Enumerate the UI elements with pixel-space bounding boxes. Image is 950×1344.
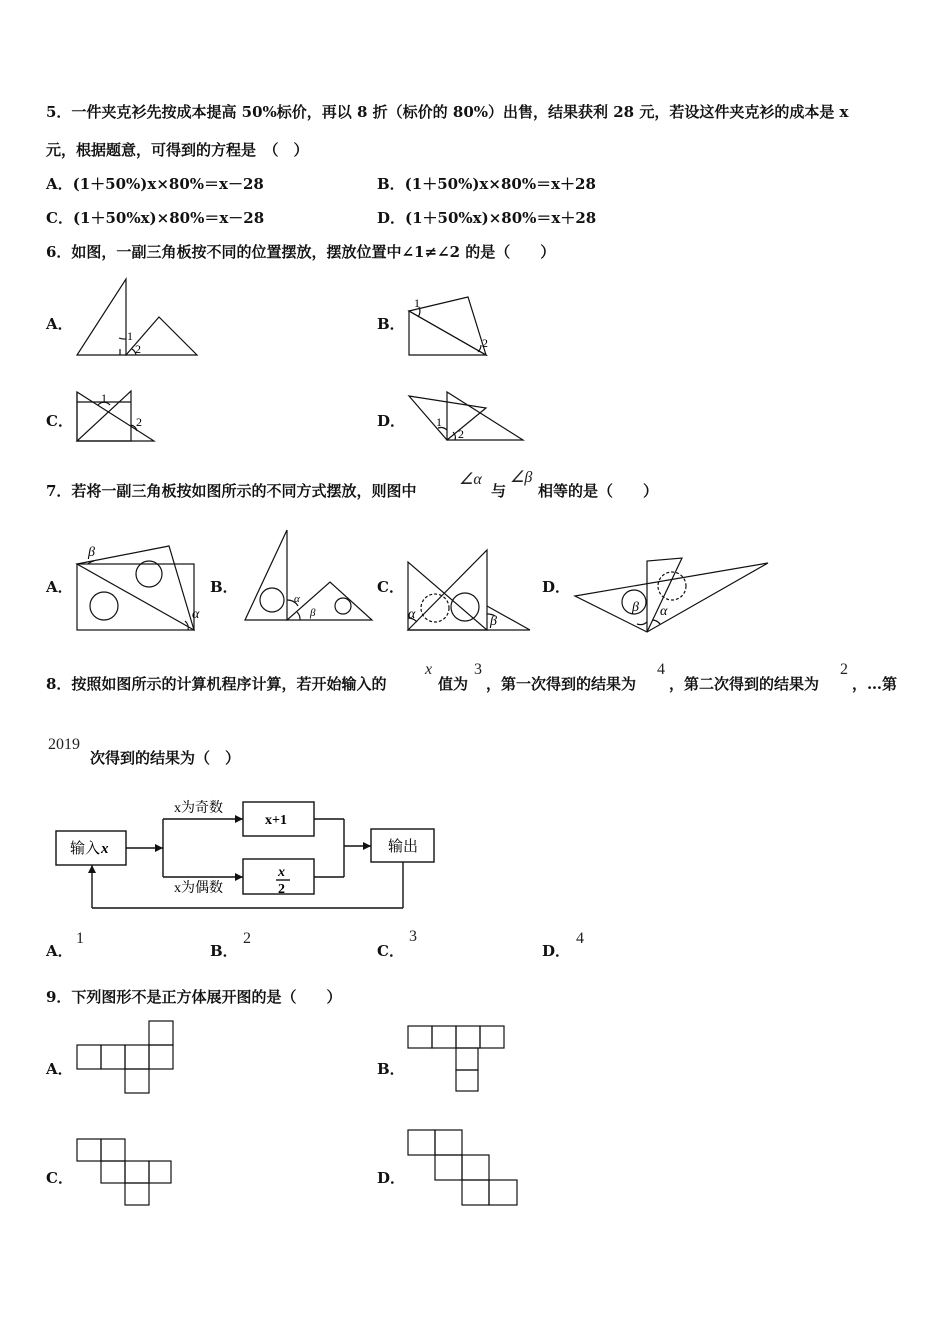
q6-a-angle2-label: 2	[135, 342, 141, 356]
q6-figure-b	[406, 293, 494, 359]
q7-stem-part2: 与	[491, 482, 507, 500]
q7-alpha-angle: ∠α	[459, 471, 482, 488]
q6-option-d-label[interactable]: D．	[377, 412, 406, 430]
q6-figure-c	[74, 387, 156, 445]
q7-b-beta-label: β	[310, 607, 316, 619]
q9-net-c	[76, 1138, 174, 1208]
q6-figure-d	[406, 388, 526, 444]
q8-var-x: x	[425, 661, 433, 678]
q7-option-a-label[interactable]: A．	[46, 578, 73, 596]
q7-option-d-label[interactable]: D．	[542, 578, 571, 596]
q9-option-b-label[interactable]: B．	[377, 1060, 405, 1078]
q7-c-beta-label: β	[490, 614, 497, 629]
q7-figure-a	[74, 542, 204, 634]
q8-option-c-value[interactable]: 3	[409, 928, 417, 945]
q8-option-d-label[interactable]: D．	[542, 942, 571, 960]
q8-flowchart	[52, 796, 442, 914]
q6-option-c-label[interactable]: C．	[46, 412, 73, 430]
q7-stem-part3: 相等的是（ ）	[538, 482, 659, 500]
q9-net-b	[407, 1025, 505, 1093]
q9-net-d	[407, 1129, 521, 1207]
q9-stem: 9．下列图形不是正方体展开图的是（ ）	[46, 988, 342, 1006]
flow-even-condition: x为偶数	[174, 881, 223, 896]
q8-option-a-label[interactable]: A．	[46, 942, 73, 960]
q7-d-beta-label: β	[632, 600, 639, 615]
flow-input-var: x	[101, 841, 109, 857]
q8-stem-part1: 8．按照如图所示的计算机程序计算，若开始输入的	[46, 675, 387, 693]
q8-option-d-value[interactable]: 4	[576, 930, 584, 947]
q8-option-a-value[interactable]: 1	[76, 930, 84, 947]
q6-figure-a	[74, 276, 199, 358]
q8-stem-part4: ，第二次得到的结果为	[669, 675, 820, 693]
q7-figure-d	[572, 556, 772, 636]
q8-stem-part2: 值为	[438, 675, 469, 693]
q7-a-alpha-label: α	[192, 607, 200, 622]
q8-option-b-value[interactable]: 2	[243, 930, 251, 947]
q7-stem-part1: 7．若将一副三角板按如图所示的不同方式摆放，则图中	[46, 482, 417, 500]
q7-figure-b	[242, 528, 374, 624]
q8-option-c-label[interactable]: C．	[377, 942, 404, 960]
q6-d-angle2-label: 2	[458, 427, 464, 441]
q7-a-beta-label: β	[88, 545, 95, 560]
q7-beta-angle: ∠β	[510, 469, 533, 486]
q8-option-b-label[interactable]: B．	[210, 942, 238, 960]
q7-figure-c	[405, 546, 533, 634]
q5-option-a[interactable]: A．(1＋50%)x×80%＝x－28	[46, 175, 264, 193]
q6-option-a-label[interactable]: A．	[46, 315, 73, 333]
q7-c-alpha-label: α	[408, 607, 416, 622]
q5-option-b[interactable]: B．(1＋50%)x×80%＝x＋28	[377, 175, 596, 193]
flow-output-label: 输出	[388, 839, 419, 855]
q7-b-alpha-label: α	[294, 593, 300, 605]
q9-option-a-label[interactable]: A．	[46, 1060, 73, 1078]
q7-option-c-label[interactable]: C．	[377, 578, 404, 596]
q9-option-d-label[interactable]: D．	[377, 1169, 406, 1187]
q6-b-angle1-label: 1	[414, 296, 420, 310]
q7-d-alpha-label: α	[660, 604, 668, 619]
q8-stem-part5: ，…第	[852, 675, 898, 693]
q6-c-angle2-label: 2	[136, 415, 142, 429]
q5-stem-line2: 元，根据题意，可得到的方程是 （ ）	[46, 141, 309, 159]
flow-odd-operation: x+1	[265, 813, 287, 828]
q6-c-angle1-label: 1	[101, 391, 107, 405]
flow-even-numerator: x	[278, 865, 285, 880]
q9-net-a	[76, 1020, 176, 1094]
q8-first-result: 4	[657, 661, 665, 678]
q6-b-angle2-label: 2	[482, 336, 488, 350]
flow-odd-condition: x为奇数	[174, 801, 223, 816]
q5-option-c[interactable]: C．(1＋50%x)×80%＝x－28	[46, 209, 265, 227]
q6-option-b-label[interactable]: B．	[377, 315, 405, 333]
q6-stem: 6．如图，一副三角板按不同的位置摆放，摆放位置中∠1≠∠2 的是（ ）	[46, 243, 556, 261]
flow-input-label: 输入	[70, 841, 101, 857]
q5-option-d[interactable]: D．(1＋50%x)×80%＝x＋28	[377, 209, 597, 227]
q9-option-c-label[interactable]: C．	[46, 1169, 73, 1187]
q8-year: 2019	[48, 736, 80, 753]
q6-d-angle1-label: 1	[436, 415, 442, 429]
q8-stem-part6: 次得到的结果为（ ）	[90, 749, 241, 767]
q7-option-b-label[interactable]: B．	[210, 578, 238, 596]
flow-even-denominator: 2	[278, 882, 285, 897]
q8-input-value: 3	[474, 661, 482, 678]
q5-stem-line1: 5．一件夹克衫先按成本提高 50%标价，再以 8 折（标价的 80%）出售，结果获利 28 元，若设这件夹克衫的成本是 x	[46, 103, 849, 121]
q8-second-result: 2	[840, 661, 848, 678]
q6-a-angle1-label: 1	[127, 329, 133, 343]
q8-stem-part3: ，第一次得到的结果为	[486, 675, 637, 693]
